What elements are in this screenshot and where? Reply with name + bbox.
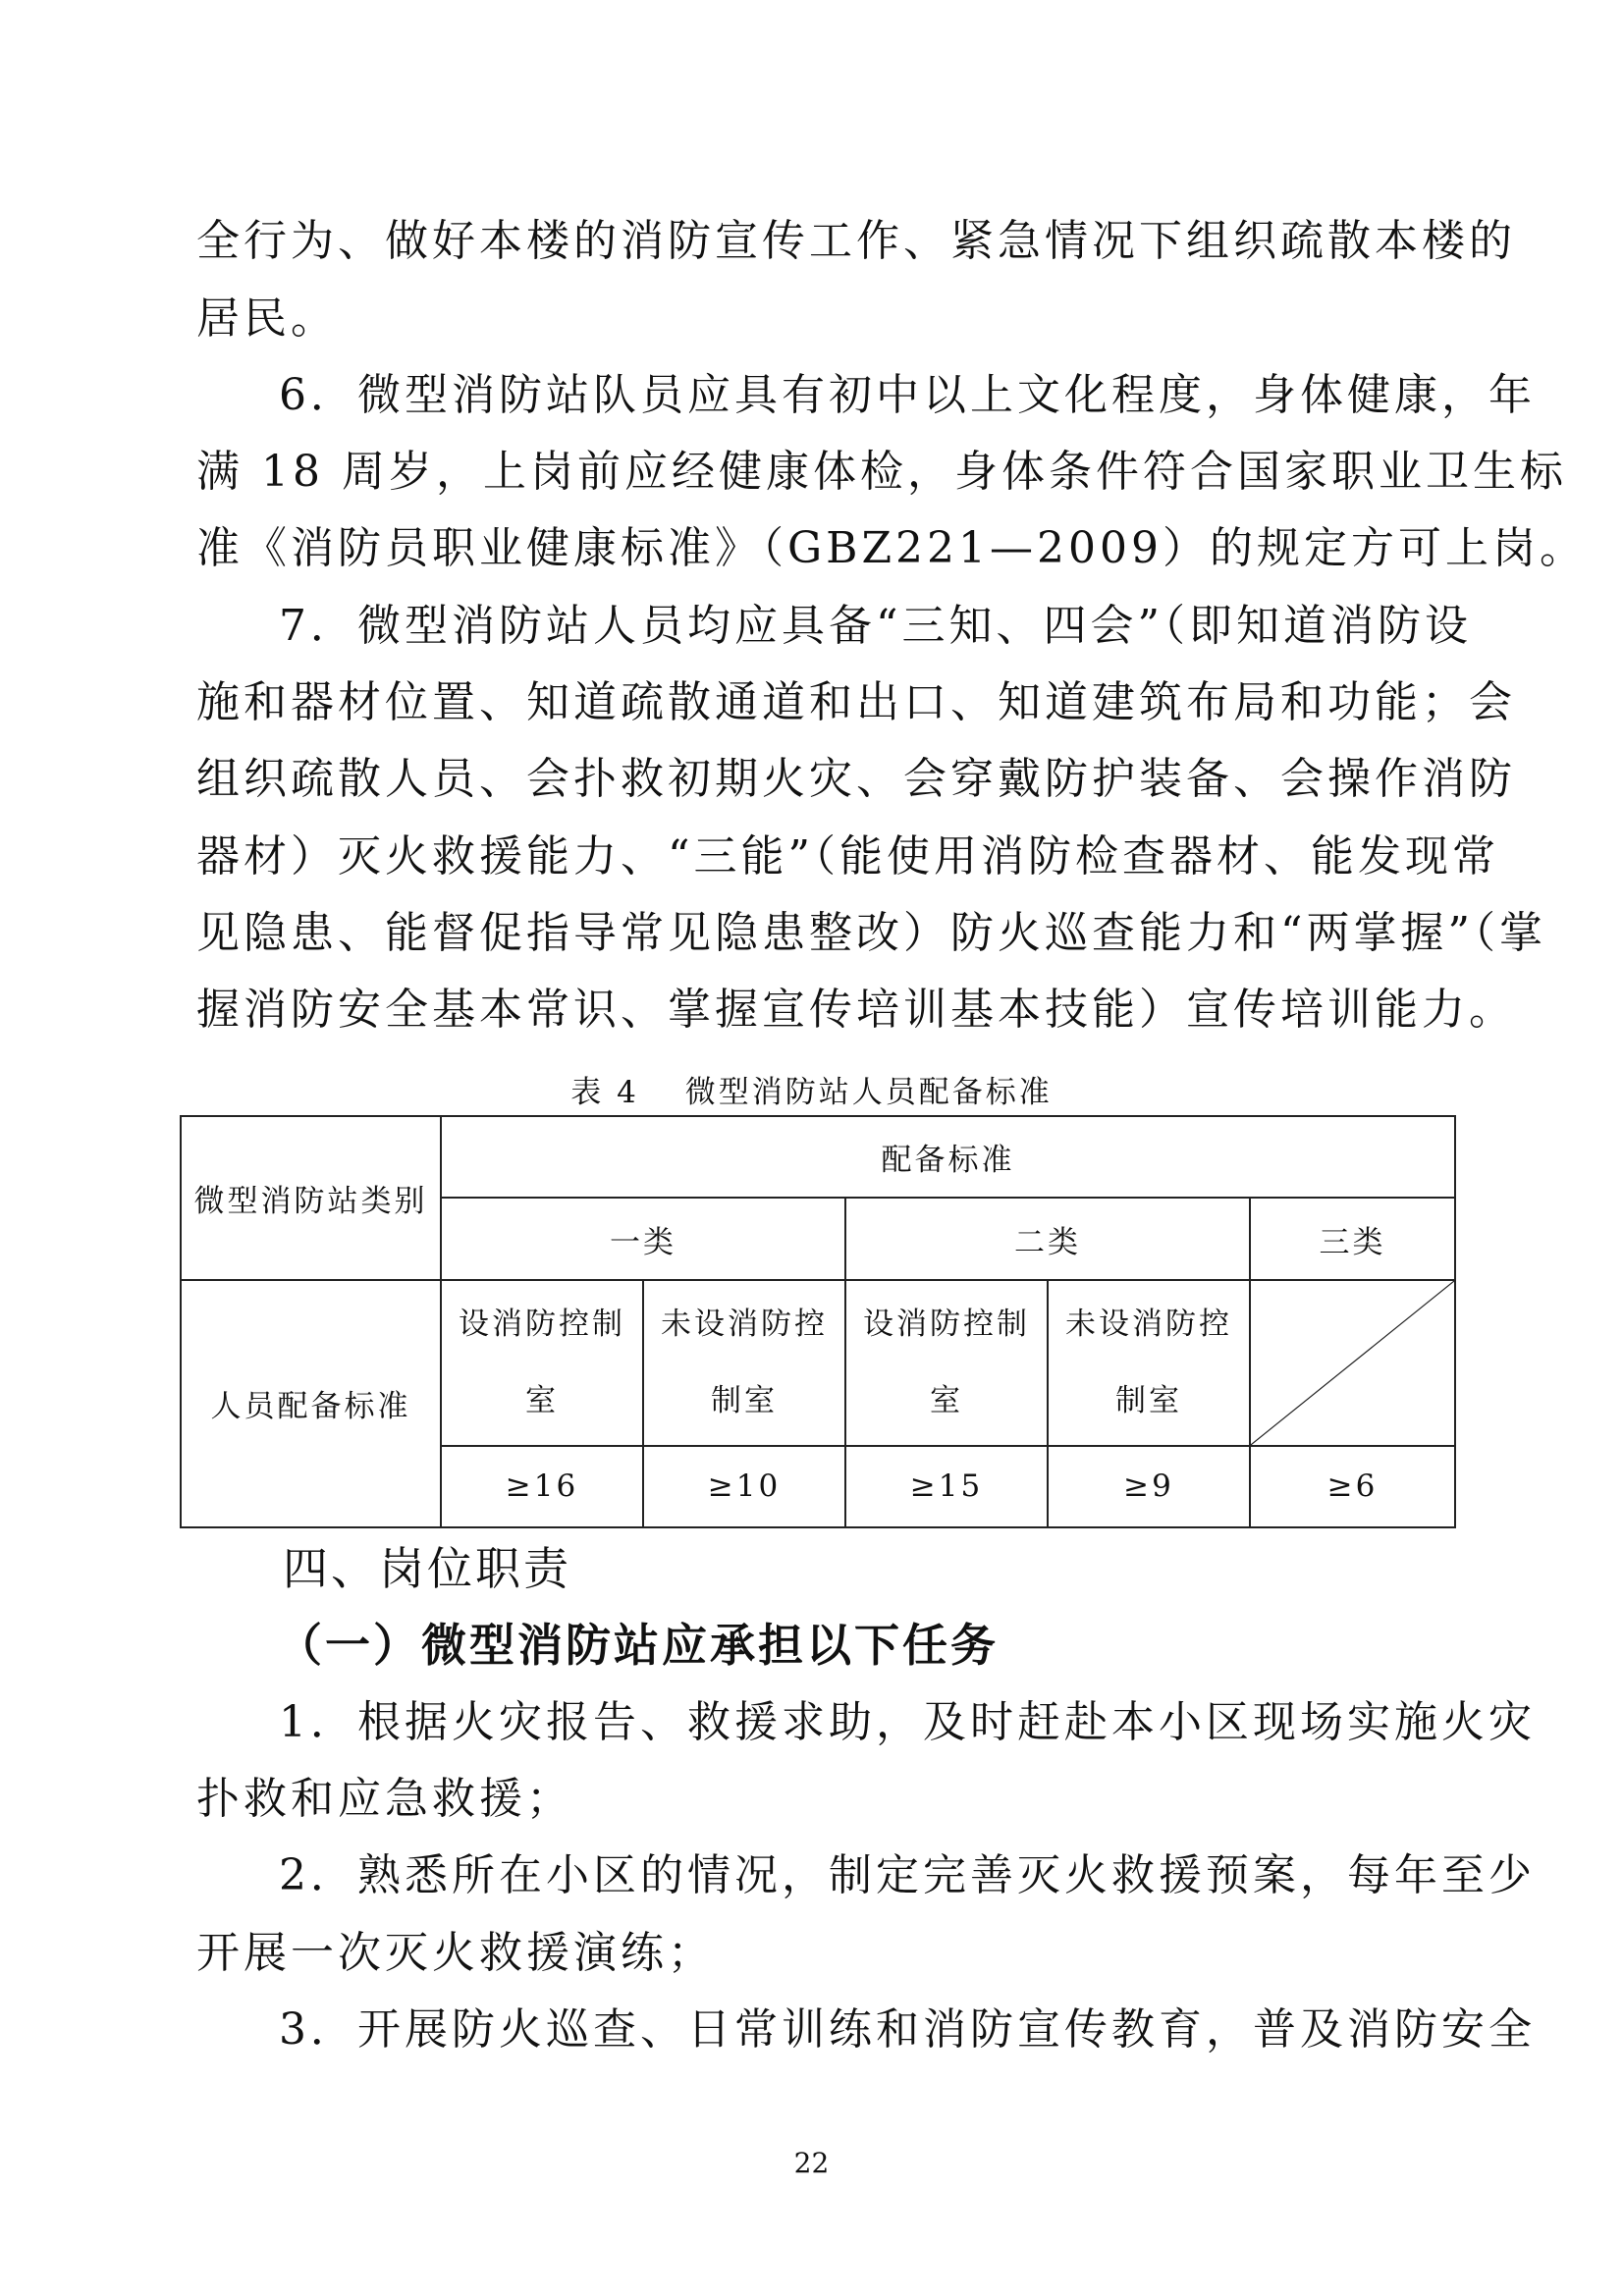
text-line: 握消防安全基本常识、掌握宣传培训基本技能）宣传培训能力。 — [196, 985, 1516, 1035]
sub-header-line: 制室 — [711, 1383, 778, 1419]
staffing-standard-table — [180, 1115, 1456, 1528]
value-cell: ≥9 — [1048, 1446, 1250, 1527]
value-cell: ≥15 — [845, 1446, 1048, 1527]
sub-header-line: 室 — [930, 1383, 963, 1419]
class-2-header: 二类 — [845, 1198, 1250, 1279]
text-line: 2．熟悉所在小区的情况，制定完善灭火救援预案，每年至少 — [279, 1850, 1536, 1900]
value-cell: ≥6 — [1250, 1446, 1455, 1527]
row-header-staffing: 人员配备标准 — [181, 1280, 441, 1527]
sub-header-cell — [1048, 1280, 1250, 1446]
sub-header-cell — [643, 1280, 845, 1446]
text-line: 3．开展防火巡查、日常训练和消防宣传教育，普及消防安全 — [279, 2004, 1536, 2055]
text-line: 施和器材位置、知道疏散通道和出口、知道建筑布局和功能；会 — [196, 677, 1516, 727]
text-line: 6．微型消防站队员应具有初中以上文化程度，身体健康，年 — [279, 370, 1536, 420]
sub-header-line: 未设消防控 — [661, 1307, 828, 1343]
text-line: 组织疏散人员、会扑救初期火灾、会穿戴防护装备、会操作消防 — [196, 754, 1516, 804]
text-line: 器材）灭火救援能力、“三能”（能使用消防检查器材、能发现常 — [196, 831, 1499, 881]
table-caption: 表 4 微型消防站人员配备标准 — [570, 1075, 1053, 1110]
text-line: 居民。 — [196, 294, 338, 344]
text-line: 见隐患、能督促指导常见隐患整改）防火巡查能力和“两掌握”（掌 — [196, 908, 1546, 958]
text-line: 全行为、做好本楼的消防宣传工作、紧急情况下组织疏散本楼的 — [196, 216, 1516, 266]
text-line: 开展一次灭火救援演练； — [196, 1928, 715, 1978]
diagonal-empty-cell — [1250, 1280, 1455, 1446]
class-3-header: 三类 — [1250, 1198, 1455, 1279]
section-heading: 四、岗位职责 — [283, 1542, 571, 1595]
sub-header-cell — [845, 1280, 1048, 1446]
diagonal-line — [1251, 1281, 1454, 1445]
class-1-header: 一类 — [441, 1198, 845, 1279]
text-line: 1．根据火灾报告、救援求助，及时赶赴本小区现场实施火灾 — [279, 1697, 1536, 1747]
sub-header-line: 制室 — [1115, 1383, 1182, 1419]
text-line: 满 18 周岁，上岗前应经健康体检，身体条件符合国家职业卫生标 — [196, 447, 1567, 497]
value-cell: ≥16 — [441, 1446, 643, 1527]
sub-header-line: 设消防控制 — [459, 1307, 625, 1343]
sub-header-line: 设消防控制 — [863, 1307, 1030, 1343]
text-line: 准《消防员职业健康标准》（GBZ221—2009）的规定方可上岗。 — [196, 523, 1588, 573]
value-cell: ≥10 — [643, 1446, 845, 1527]
row-header-class: 微型消防站类别 — [181, 1116, 441, 1280]
text-line: 扑救和应急救援； — [196, 1774, 573, 1824]
sub-header-line: 室 — [525, 1383, 559, 1419]
sub-header-cell — [441, 1280, 643, 1446]
page-number: 22 — [793, 2147, 830, 2179]
sub-header-line: 未设消防控 — [1065, 1307, 1232, 1343]
text-line: 7．微型消防站人员均应具备“三知、四会”（即知道消防设 — [279, 601, 1472, 651]
subsection-heading: （一）微型消防站应承担以下任务 — [277, 1619, 999, 1672]
group-header: 配备标准 — [441, 1116, 1455, 1198]
